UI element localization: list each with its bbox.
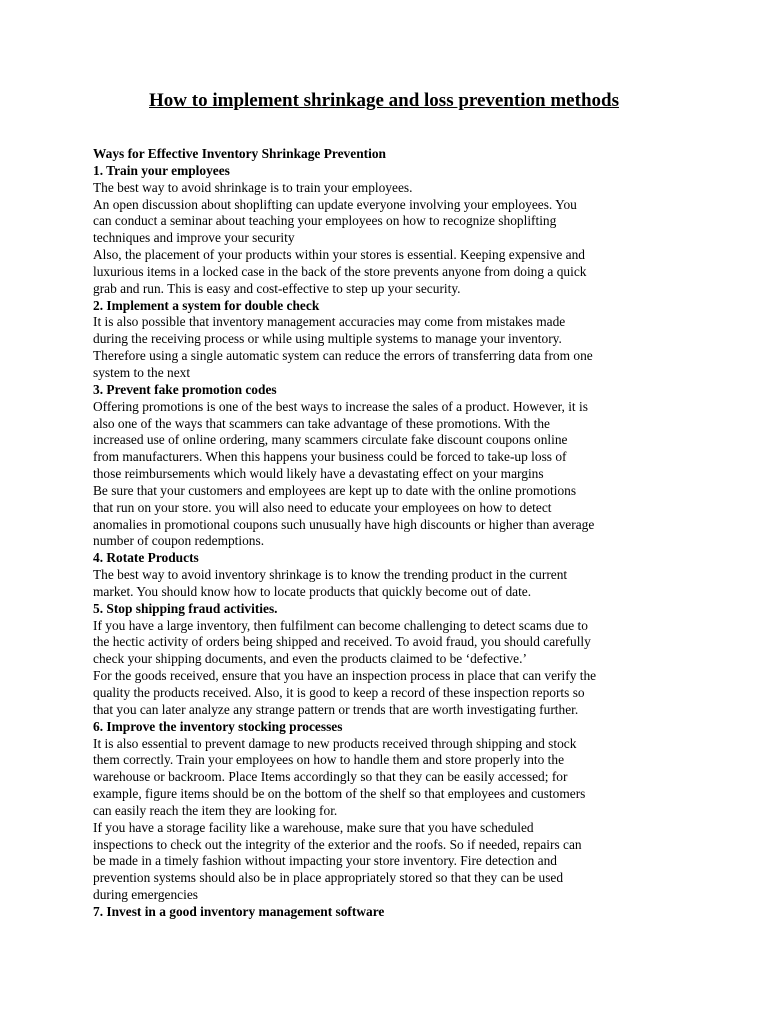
body-line: also one of the ways that scammers can take advantage of these promotions. With the [93, 415, 550, 431]
body-line: market. You should know how to locate products that quickly become out of date. [93, 583, 532, 599]
body-line: Offering promotions is one of the best ways to increase the sales of a product. However, it is [93, 398, 588, 414]
body-line: Therefore using a single automatic system can reduce the errors of transferring data from one [93, 348, 593, 364]
body-line: them correctly. Train your employees on how to handle them and store properly into the [93, 752, 565, 768]
body-line: quality the products received. Also, it is good to keep a record of these inspection reports so [93, 685, 585, 700]
body-line: number of coupon redemptions. [93, 533, 265, 549]
section-heading: 1. Train your employees [93, 162, 230, 178]
body-line: check your shipping documents, and even the products claimed to be ‘defective.’ [93, 651, 527, 667]
body-line: It is also essential to prevent damage to new products received through shipping and stock [93, 735, 577, 751]
body-line: inspections to check out the integrity of the exterior and the roofs. So if needed, repairs can [93, 836, 582, 852]
body-line: anomalies in promotional coupons such unusually have high discounts or higher than average [93, 516, 595, 532]
body-line: that you can later analyze any strange pattern or trends that are worth investigating further. [93, 701, 579, 717]
body-line: It is also possible that inventory management accuracies may come from mistakes made [93, 314, 566, 330]
body-line: For the goods received, ensure that you have an inspection process in place that can verify the [93, 668, 597, 684]
section-heading: Ways for Effective Inventory Shrinkage Prevention [93, 146, 386, 161]
body-line: during emergencies [93, 887, 198, 903]
body-line: If you have a storage facility like a warehouse, make sure that you have scheduled [93, 819, 534, 835]
body-line: increased use of online ordering, many scammers circulate fake discount coupons online [93, 432, 568, 448]
body-line: during the receiving process or while using multiple systems to manage your inventory. [93, 331, 562, 347]
section-heading: 5. Stop shipping fraud activities. [93, 600, 278, 616]
body-line: can easily reach the item they are looking for. [93, 802, 338, 818]
body-line: The best way to avoid shrinkage is to train your employees. [93, 179, 413, 195]
body-line: those reimbursements which would likely have a devastating effect on your margins [93, 466, 544, 482]
section-heading: 6. Improve the inventory stocking processes [93, 718, 343, 734]
section-heading: 2. Implement a system for double check [93, 297, 320, 313]
document-body [93, 146, 683, 921]
body-line: warehouse or backroom. Place Items accordingly so that they can be easily accessed; for [93, 769, 568, 785]
body-line: system to the next [93, 364, 191, 380]
body-line: prevention systems should also be in place appropriately stored so that they can be used [93, 870, 564, 886]
body-line: the hectic activity of orders being shipped and received. To avoid fraud, you should carefully [93, 634, 591, 650]
body-line: can conduct a seminar about teaching your employees on how to recognize shoplifting [93, 213, 557, 229]
section-heading: 7. Invest in a good inventory management software [93, 903, 385, 919]
body-line: be made in a timely fashion without impacting your store inventory. Fire detection and [93, 853, 557, 869]
body-line: that run on your store. you will also need to educate your employees on how to detect [93, 499, 552, 515]
section-heading: 4. Rotate Products [93, 550, 199, 566]
body-line: If you have a large inventory, then fulfilment can become challenging to detect scams due to [93, 617, 588, 633]
body-line: An open discussion about shoplifting can update everyone involving your employees. You [93, 196, 577, 212]
section-heading: 3. Prevent fake promotion codes [93, 381, 277, 397]
body-line: Also, the placement of your products within your stores is essential. Keeping expensive and [93, 247, 585, 263]
body-line: The best way to avoid inventory shrinkage is to know the trending product in the current [93, 567, 568, 583]
body-line: example, figure items should be on the bottom of the shelf so that employees and customers [93, 786, 586, 802]
document-title: How to implement shrinkage and loss prevention methods [149, 90, 619, 111]
body-line: from manufacturers. When this happens your business could be forced to take-up loss of [93, 449, 567, 465]
body-line: techniques and improve your security [93, 230, 295, 246]
body-line: grab and run. This is easy and cost-effective to step up your security. [93, 280, 461, 296]
body-line: luxurious items in a locked case in the back of the store prevents anyone from doing a quick [93, 263, 587, 279]
body-line: Be sure that your customers and employees are kept up to date with the online promotions [93, 482, 577, 498]
